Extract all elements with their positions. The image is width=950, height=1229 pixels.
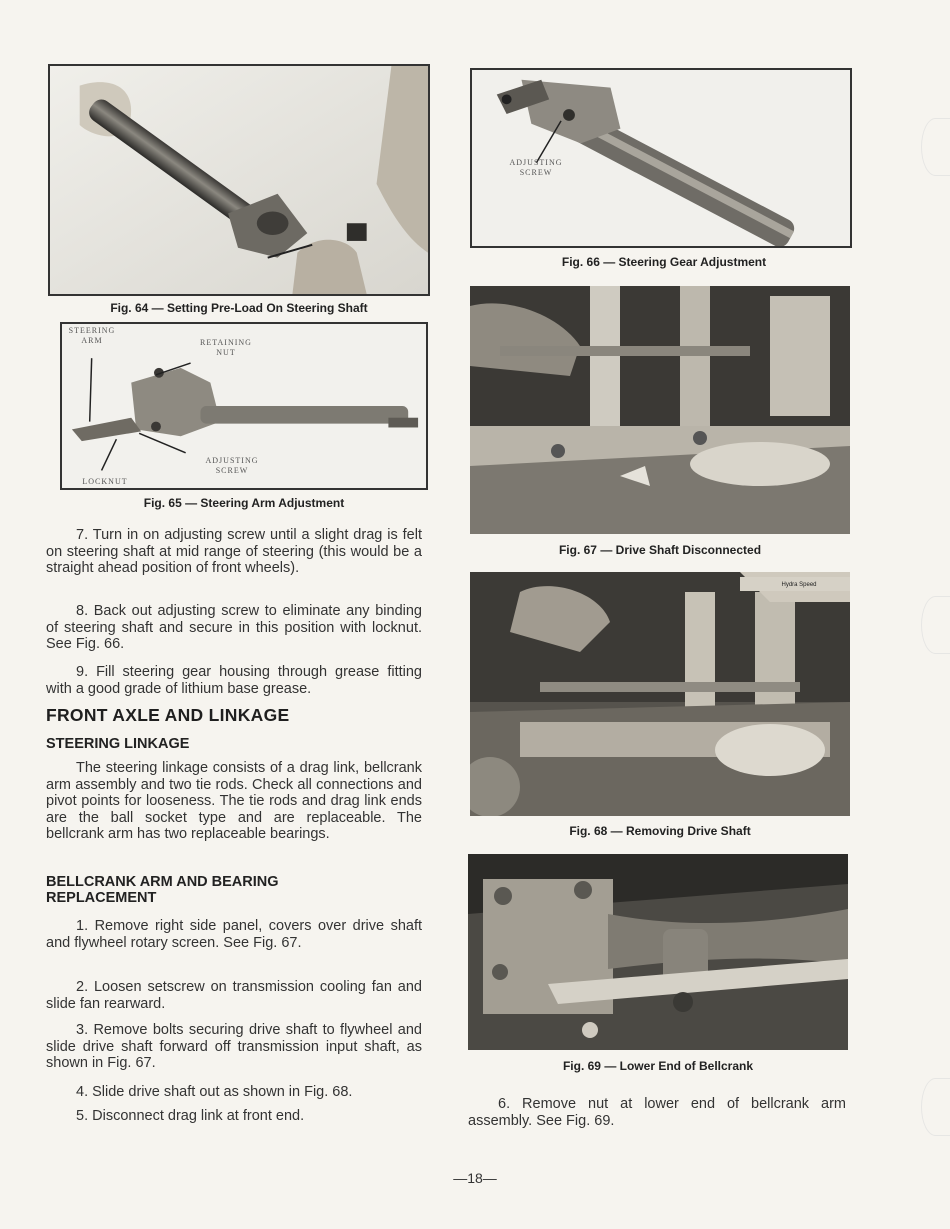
- fig65-callout-retaining-nut: RETAINING NUT: [200, 338, 252, 357]
- binder-hole-shadow: [921, 1078, 950, 1136]
- fig66-photo: [470, 68, 852, 248]
- paragraph-step-5: 5. Disconnect drag link at front end.: [76, 1108, 305, 1124]
- fig64-caption: Fig. 64 — Setting Pre-Load On Steering Shaft: [110, 301, 368, 315]
- fig69-photo: [468, 854, 848, 1050]
- page-number: —18—: [453, 1170, 497, 1186]
- paragraph-step-2: 2. Loosen setscrew on transmission cooling fan and slide fan rearward.: [46, 979, 422, 1012]
- fig68-decal: Hydra Speed: [781, 582, 817, 588]
- fig65-photo: [60, 322, 428, 490]
- fig68-photo: [470, 572, 850, 816]
- paragraph-step-7: 7. Turn in on adjusting screw until a slight drag is felt on steering shaft at mid range of steering (this would be a straight ahead position of front wheels).: [46, 527, 422, 576]
- fig65-callout-adjusting-screw: ADJUSTING SCREW: [205, 456, 259, 475]
- paragraph-step-9: 9. Fill steering gear housing through grease fitting with a good grade of lithium base grease.: [46, 664, 422, 697]
- binder-hole-shadow: [921, 596, 950, 654]
- fig64-photo: [48, 64, 430, 296]
- fig69-caption: Fig. 69 — Lower End of Bellcrank: [562, 1059, 754, 1073]
- paragraph-steering-linkage: The steering linkage consists of a drag link, bellcrank arm assembly and two tie rods. Check all connections and pivot points for looseness. The tie rods and drag link ends are the ball socket type and are replaceable. The bellcrank arm has two replaceable bearings.: [46, 760, 422, 842]
- binder-hole-shadow: [921, 118, 950, 176]
- fig65-callout-locknut: LOCKNUT: [82, 477, 128, 486]
- fig66-caption: Fig. 66 — Steering Gear Adjustment: [561, 255, 767, 269]
- paragraph-step-1: 1. Remove right side panel, covers over drive shaft and flywheel rotary screen. See Fig. 67.: [46, 918, 422, 951]
- fig65-caption: Fig. 65 — Steering Arm Adjustment: [143, 496, 345, 510]
- paragraph-step-8: 8. Back out adjusting screw to eliminate any binding of steering shaft and secure in this position with locknut. See Fig. 66.: [46, 603, 422, 652]
- heading-bellcrank: BELLCRANK ARM AND BEARING REPLACEMENT: [46, 874, 279, 906]
- paragraph-step-4: 4. Slide drive shaft out as shown in Fig. 68.: [76, 1084, 353, 1100]
- fig65-callout-steering-arm: STEERING ARM: [68, 326, 116, 345]
- fig66-callout-adjusting-screw: ADJUSTING SCREW: [509, 158, 563, 177]
- fig67-photo: [470, 286, 850, 534]
- fig67-caption: Fig. 67 — Drive Shaft Disconnected: [558, 543, 762, 557]
- heading-front-axle: FRONT AXLE AND LINKAGE: [46, 705, 290, 725]
- fig68-caption: Fig. 68 — Removing Drive Shaft: [569, 824, 751, 838]
- paragraph-step-3: 3. Remove bolts securing drive shaft to flywheel and slide drive shaft forward off transmission input shaft, as shown in Fig. 67.: [46, 1022, 422, 1071]
- heading-steering-linkage: STEERING LINKAGE: [46, 736, 190, 752]
- paragraph-step-6: 6. Remove nut at lower end of bellcrank arm assembly. See Fig. 69.: [468, 1096, 846, 1129]
